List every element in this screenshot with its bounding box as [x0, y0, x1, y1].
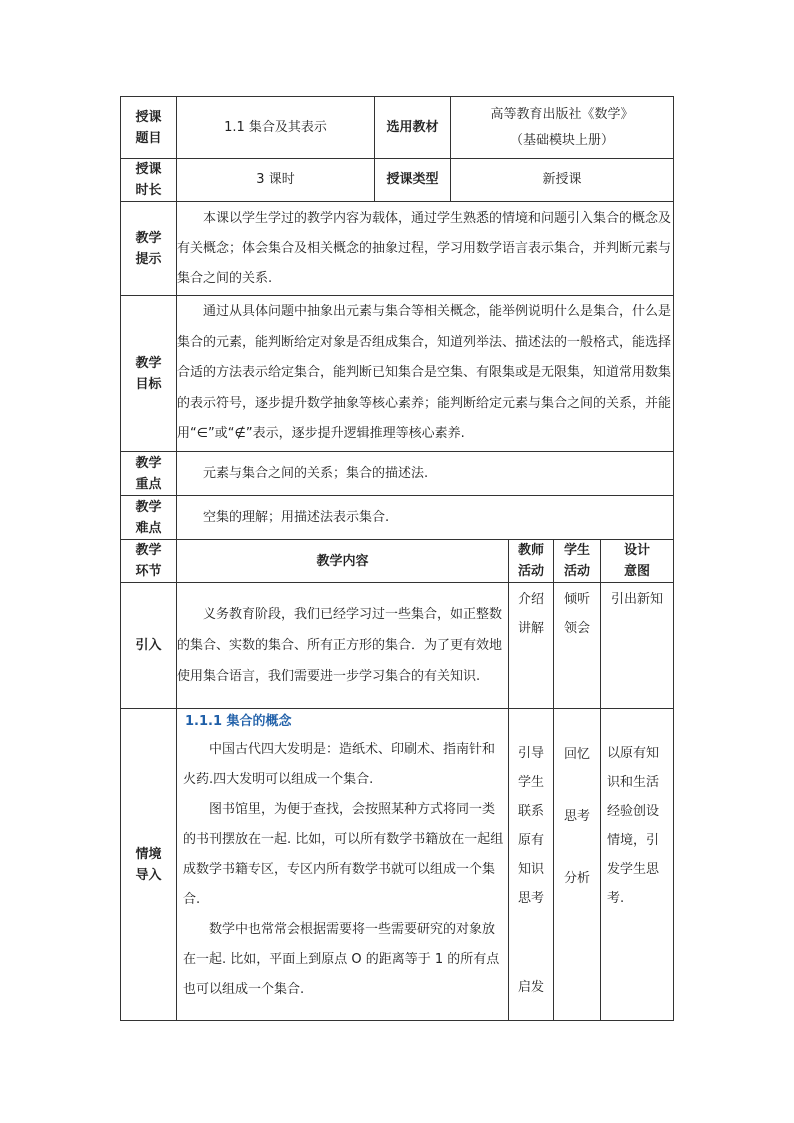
situation-student-1: 回忆: [563, 747, 590, 762]
situation-paragraph-2: 图书馆里，为便于查找，会按照某种方式将同一类的书刊摆放在一起. 比如，可以所有数学书籍放在一起组成数学书籍专区，专区内所有数学书就可以组成一个集合.: [183, 802, 504, 907]
key-point-label: 教学重点: [121, 452, 177, 496]
intro-teacher: [509, 583, 554, 709]
situation-teacher-2: 学生: [517, 775, 544, 790]
intro-stage: 引入: [121, 583, 177, 709]
lesson-plan-table: [120, 96, 674, 1021]
intro-row: [121, 583, 674, 709]
situation-teacher-1: 引导: [517, 746, 544, 761]
difficulty-row: [121, 496, 674, 540]
textbook-value: [451, 97, 674, 159]
key-point-text: 元素与集合之间的关系；集合的描述法.: [177, 452, 674, 496]
situation-paragraph-1: 中国古代四大发明是：造纸术、印刷术、指南针和火药.四大发明可以组成一个集合.: [183, 742, 496, 787]
textbook-label: 选用教材: [375, 97, 451, 159]
textbook-line-1: 高等教育出版社《数学》: [490, 106, 634, 122]
situation-teacher-4: 原有: [517, 833, 544, 848]
topic-value: 1.1 集合及其表示: [177, 97, 375, 159]
difficulty-label: 教学难点: [121, 496, 177, 540]
situation-row: [121, 709, 674, 1021]
situation-teacher: [509, 709, 554, 1021]
col-teacher: 教师活动: [509, 540, 554, 583]
difficulty-text: 空集的理解；用描述法表示集合.: [177, 496, 674, 540]
type-label: 授课类型: [375, 159, 451, 202]
duration-label: 授课时长: [121, 159, 177, 202]
duration-value: 3 课时: [177, 159, 375, 202]
objective-row: [121, 296, 674, 452]
intro-student-1: 倾听: [563, 592, 590, 607]
intro-intent: 引出新知: [601, 583, 674, 709]
objective-label: 教学目标: [121, 296, 177, 452]
situation-intent: 以原有知识和生活经验创设情境，引发学生思考.: [601, 709, 674, 1021]
situation-student-2: 思考: [563, 809, 590, 824]
situation-stage-label: 情境导入: [135, 846, 162, 883]
col-intent: 设计意图: [601, 540, 674, 583]
col-stage: 教学环节: [121, 540, 177, 583]
situation-teacher-5: 知识: [517, 862, 544, 877]
hint-row: [121, 202, 674, 296]
intro-student: [554, 583, 601, 709]
situation-teacher-3: 联系: [517, 804, 544, 819]
key-point-row: [121, 452, 674, 496]
situation-teacher-6: 思考: [517, 891, 544, 906]
topic-row: [121, 97, 674, 159]
intro-student-2: 领会: [563, 621, 590, 636]
hint-text: 本课以学生学过的教学内容为载体，通过学生熟悉的情境和问题引入集合的概念及有关概念；体会集合及相关概念的抽象过程，学习用数学语言表示集合，并判断元素与集合之间的关系.: [177, 202, 674, 296]
textbook-line-2: （基础模块上册）: [510, 132, 615, 148]
type-value: 新授课: [451, 159, 674, 202]
intro-teacher-1: 介绍: [517, 592, 544, 607]
situation-content: [177, 709, 509, 1021]
topic-label: 授课题目: [121, 97, 177, 159]
objective-text: 通过从具体问题中抽象出元素与集合等相关概念，能举例说明什么是集合，什么是集合的元素，能判断给定对象是否组成集合，知道列举法、描述法的一般格式，能选择合适的方法表示给定集合，能判断已知集合是空集、有限集或是无限集，知道常用数集的表示符号，逐步提升数学抽象等核心素养；能判断给定元素与集合之间的关系，并能用“∈”或“∉”表示，逐步提升逻辑推理等核心素养.: [177, 296, 674, 452]
col-student: 学生活动: [554, 540, 601, 583]
situation-teacher-7: 启发: [517, 980, 544, 995]
duration-row: [121, 159, 674, 202]
section-title: 1.1.1 集合的概念: [185, 714, 292, 729]
intro-teacher-2: 讲解: [517, 621, 544, 636]
situation-stage: [121, 709, 177, 1021]
column-header-row: [121, 540, 674, 583]
hint-label: 教学提示: [121, 202, 177, 296]
situation-student-3: 分析: [563, 871, 590, 886]
intro-text: 义务教育阶段，我们已经学习过一些集合，如正整数的集合、实数的集合、所有正方形的集合．为了更有效地使用集合语言，我们需要进一步学习集合的有关知识.: [177, 583, 509, 709]
situation-student: [554, 709, 601, 1021]
col-content: 教学内容: [177, 540, 509, 583]
situation-paragraph-3: 数学中也常常会根据需要将一些需要研究的对象放在一起. 比如，平面上到原点 O 的距离等于 1 的所有点也可以组成一个集合.: [183, 922, 500, 997]
